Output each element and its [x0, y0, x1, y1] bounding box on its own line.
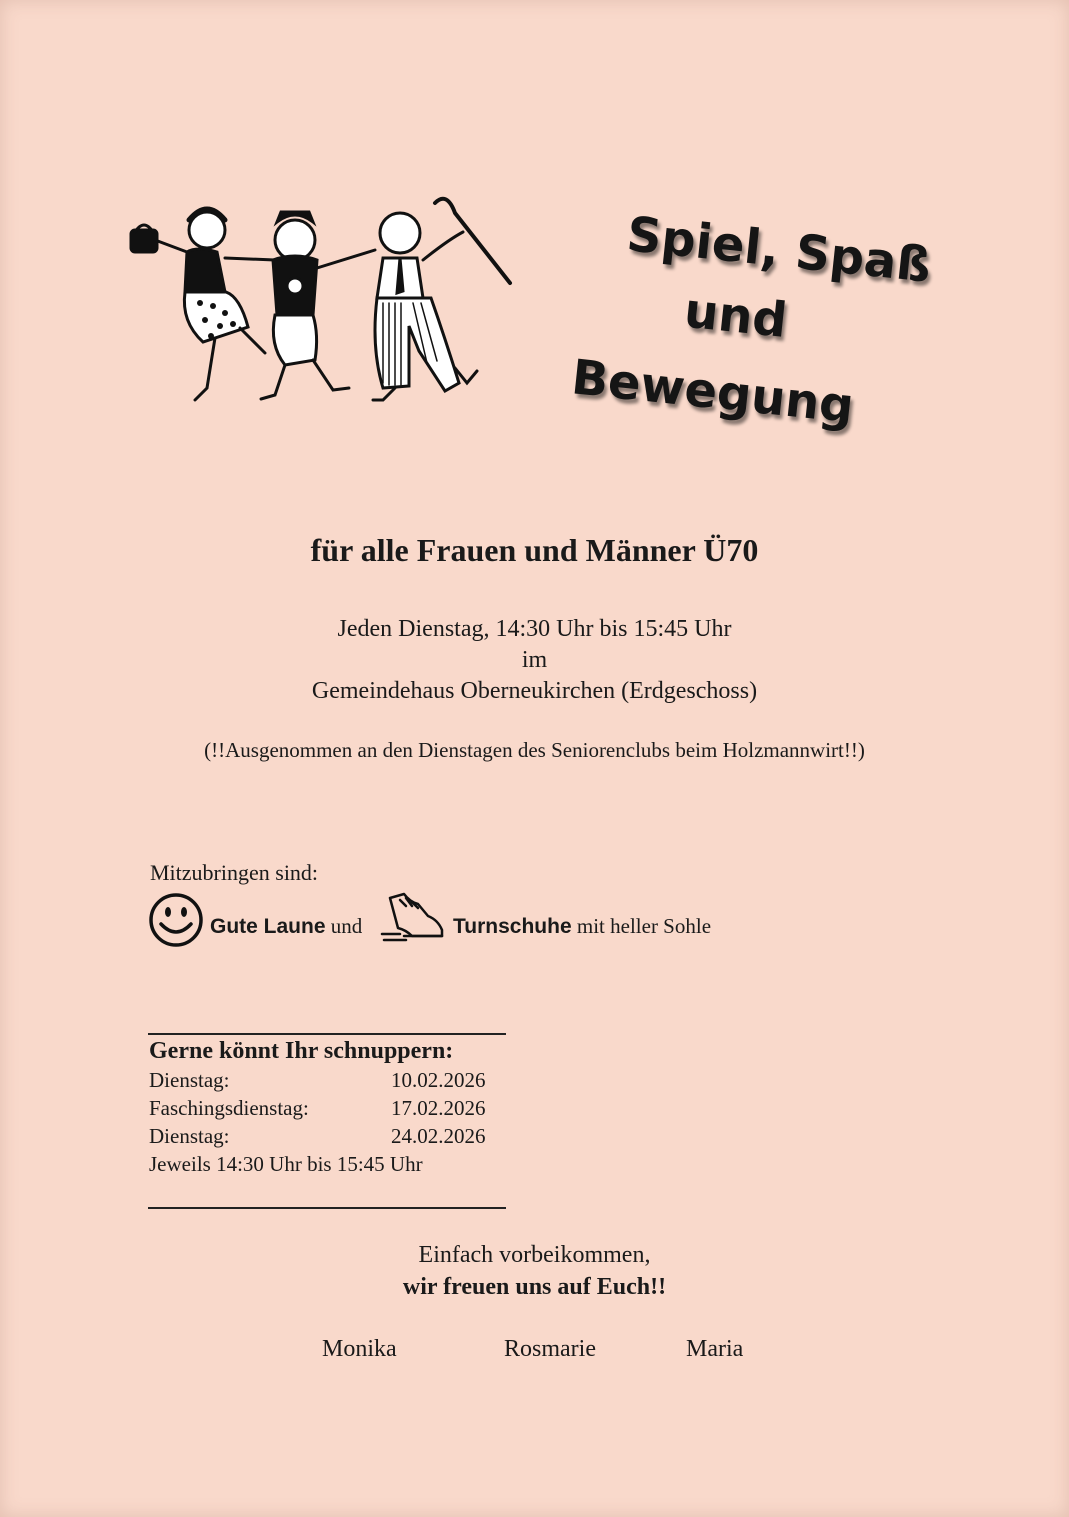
closing-line-1: Einfach vorbeikommen, — [418, 1242, 651, 1268]
subtitle: für alle Frauen und Männer Ü70 — [310, 532, 759, 568]
trial-day: Dienstag: — [149, 1124, 230, 1148]
signature-monika: Monika — [322, 1336, 397, 1362]
good-mood-label: Gute Laune — [210, 915, 326, 938]
sneakers-text — [453, 914, 711, 939]
trial-date: 10.02.2026 — [391, 1068, 486, 1092]
smiley-icon — [148, 892, 204, 948]
trial-day: Dienstag: — [149, 1068, 230, 1092]
sneaker-icon — [380, 890, 448, 946]
closing-line-2: wir freuen uns auf Euch!! — [402, 1274, 667, 1300]
divider-top — [148, 1033, 506, 1035]
exception-notice: (!!Ausgenommen an den Dienstagen des Seniorenclubs beim Holzmannwirt!!) — [204, 738, 865, 762]
bring-items — [148, 890, 848, 950]
schedule-line-3: Gemeindehaus Oberneukirchen (Erdgeschoss) — [311, 678, 758, 704]
trial-title: Gerne könnt Ihr schnuppern: — [149, 1038, 454, 1064]
sneakers-label: Turnschuhe — [453, 915, 572, 938]
bring-heading: Mitzubringen sind: — [150, 860, 319, 885]
trial-day: Faschingsdienstag: — [149, 1096, 309, 1120]
good-mood-text — [210, 914, 362, 939]
trial-dates — [149, 1068, 509, 1152]
schedule-line-1: Jeden Dienstag, 14:30 Uhr bis 15:45 Uhr — [337, 616, 732, 642]
trial-row — [149, 1124, 509, 1152]
headline-line-1: Spiel, Spaß — [624, 206, 934, 294]
signature-rosmarie: Rosmarie — [504, 1336, 596, 1362]
trial-times: Jeweils 14:30 Uhr bis 15:45 Uhr — [149, 1152, 423, 1176]
headline — [553, 205, 978, 505]
connector-text: und — [325, 914, 363, 938]
signature-maria: Maria — [686, 1336, 744, 1362]
headline-line-2: und — [681, 282, 790, 350]
dancing-seniors-illustration — [125, 188, 525, 418]
divider-bottom — [148, 1207, 506, 1209]
schedule-line-2: im — [521, 647, 548, 673]
trial-date: 17.02.2026 — [391, 1096, 486, 1120]
trial-date: 24.02.2026 — [391, 1124, 486, 1148]
trial-row — [149, 1096, 509, 1124]
trial-row — [149, 1068, 509, 1096]
sneakers-detail: mit heller Sohle — [571, 914, 712, 938]
headline-line-3: Bewegung — [569, 349, 857, 435]
